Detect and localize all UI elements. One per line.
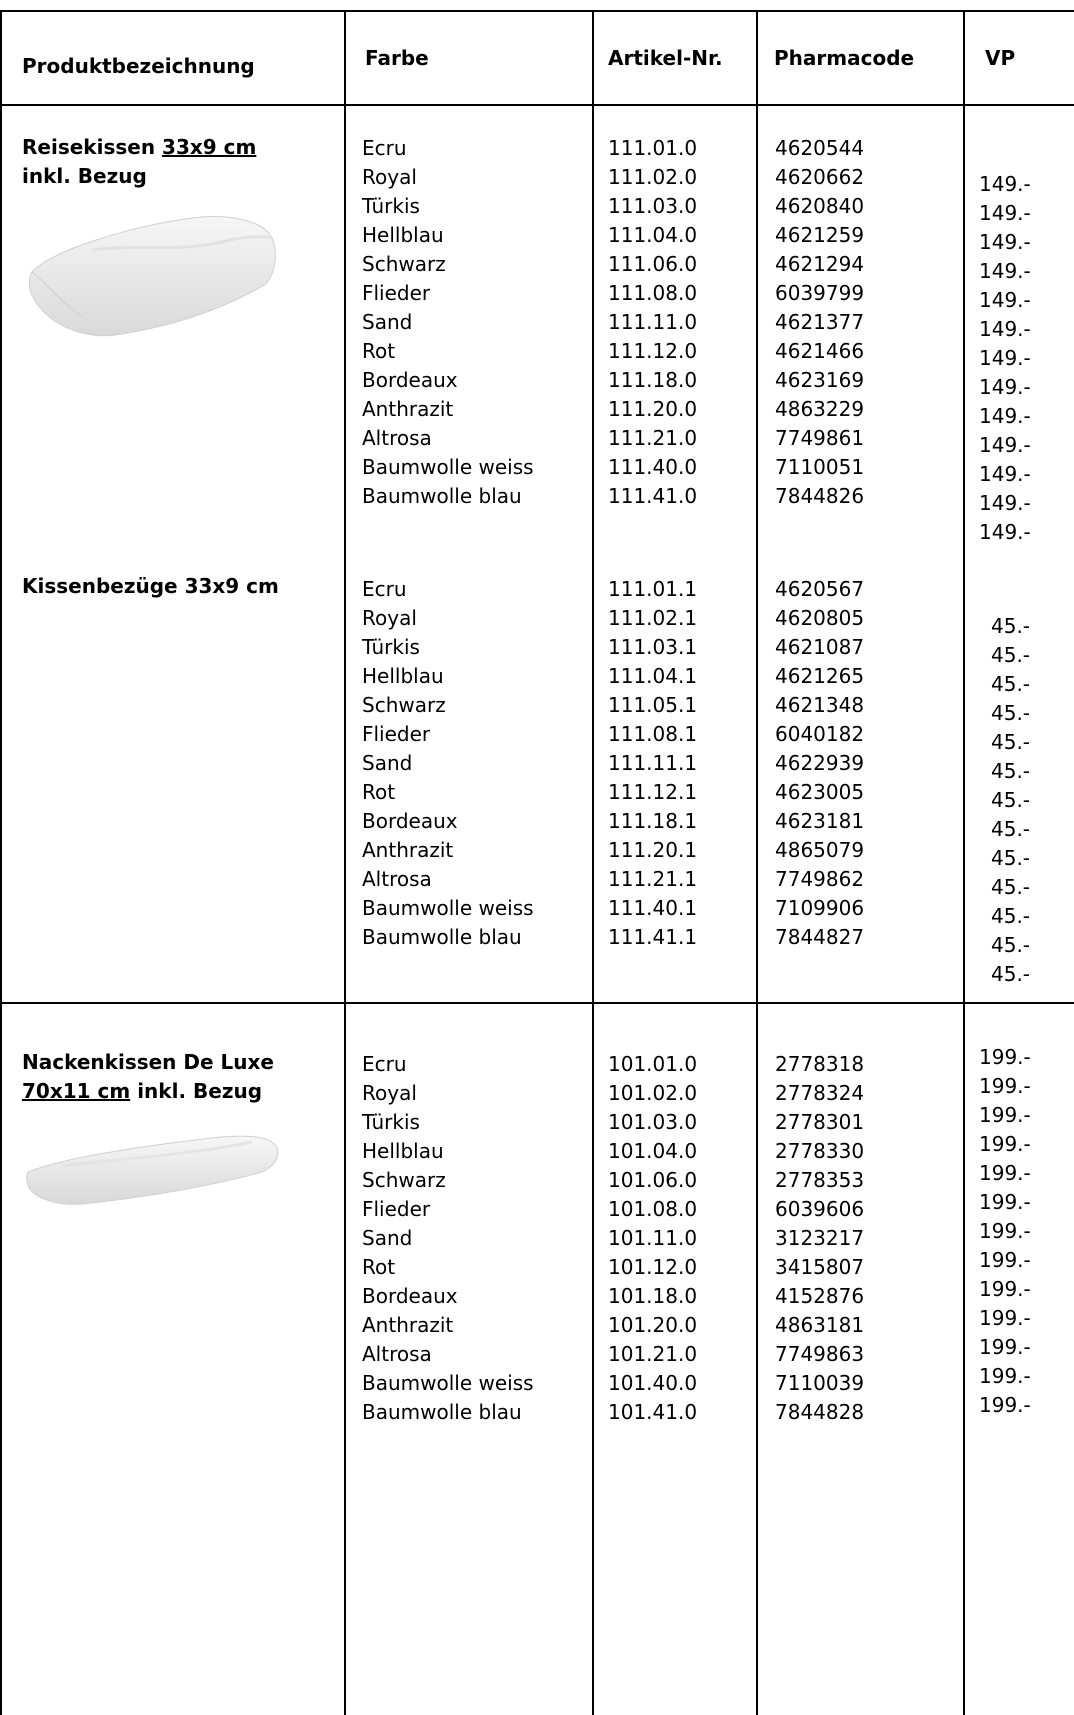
list-item: 199.- [979,1103,1031,1127]
list-item: 149.- [979,433,1031,457]
col-divider-2 [592,10,594,1715]
list-item: 199.- [979,1074,1031,1098]
list-item: Rot [362,780,396,804]
section-title-reisekissen [22,133,256,191]
list-item: 149.- [979,288,1031,312]
list-item: 111.04.0 [608,223,698,247]
table-left-border [0,10,2,1715]
list-item: 199.- [979,1306,1031,1330]
list-item: 149.- [979,201,1031,225]
list-item: 111.06.0 [608,252,698,276]
list-item: 4623181 [775,809,865,833]
list-item: 6039799 [775,281,865,305]
list-item: 4620544 [775,136,865,160]
colors-list-3 [362,1050,534,1427]
title-size: 33x9 cm [162,135,257,159]
list-item: 111.03.0 [608,194,698,218]
header-pharmacode: Pharmacode [774,46,915,70]
colors-list-2 [362,575,534,952]
list-item: 101.20.0 [608,1313,698,1337]
list-item: Schwarz [362,1168,446,1192]
list-item: Ecru [362,136,407,160]
list-item: 4623005 [775,780,865,804]
list-item: Sand [362,1226,413,1250]
list-item: Schwarz [362,693,446,717]
list-item: Baumwolle weiss [362,896,534,920]
list-item: 111.18.1 [608,809,698,833]
list-item: 2778301 [775,1110,865,1134]
list-item: Altrosa [362,1342,432,1366]
list-item: 149.- [979,462,1031,486]
list-item: 4623169 [775,368,865,392]
list-item: 149.- [979,491,1031,515]
list-item: 111.40.1 [608,896,698,920]
list-item: 111.40.0 [608,455,698,479]
list-item: Ecru [362,1052,407,1076]
list-item: Baumwolle weiss [362,1371,534,1395]
section-title-nackenkissen [22,1048,274,1106]
list-item: Sand [362,751,413,775]
list-item: 111.05.1 [608,693,698,717]
list-item: 149.- [979,404,1031,428]
list-item: 45.- [991,730,1031,754]
list-item: 7844827 [775,925,865,949]
pharmacodes-list-2 [775,575,864,952]
list-item: 199.- [979,1393,1031,1417]
list-item: 149.- [979,230,1031,254]
list-item: 111.11.1 [608,751,698,775]
list-item: 45.- [991,759,1031,783]
list-item: 111.12.0 [608,339,698,363]
list-item: 4621259 [775,223,865,247]
list-item: Rot [362,339,396,363]
list-item: 3415807 [775,1255,865,1279]
list-item: 2778330 [775,1139,865,1163]
list-item: 111.12.1 [608,780,698,804]
list-item: Baumwolle blau [362,1400,522,1424]
list-item: 199.- [979,1132,1031,1156]
list-item: 111.20.0 [608,397,698,421]
list-item: Sand [362,310,413,334]
list-item: Rot [362,1255,396,1279]
travel-pillow-image [22,212,282,340]
list-item: 2778324 [775,1081,865,1105]
col-divider-3 [756,10,758,1715]
list-item: 101.03.0 [608,1110,698,1134]
list-item: 149.- [979,259,1031,283]
list-item: 45.- [991,701,1031,725]
list-item: Türkis [362,635,420,659]
list-item: Anthrazit [362,838,454,862]
list-item: 199.- [979,1161,1031,1185]
list-item: 199.- [979,1190,1031,1214]
list-item: Ecru [362,577,407,601]
list-item: 111.03.1 [608,635,698,659]
list-item: Anthrazit [362,1313,454,1337]
list-item: 4620805 [775,606,865,630]
list-item: 111.02.0 [608,165,698,189]
list-item: 199.- [979,1277,1031,1301]
list-item: 111.18.0 [608,368,698,392]
list-item: 101.08.0 [608,1197,698,1221]
list-item: Bordeaux [362,1284,458,1308]
list-item: Hellblau [362,1139,444,1163]
list-item: Flieder [362,722,431,746]
colors-list-1 [362,134,534,511]
list-item: 7844828 [775,1400,865,1424]
col-divider-4 [963,10,965,1715]
list-item: 111.04.1 [608,664,698,688]
list-item: 111.02.1 [608,606,698,630]
list-item: 101.12.0 [608,1255,698,1279]
list-item: 7110051 [775,455,865,479]
title-text: Reisekissen [22,135,163,159]
list-item: 101.01.0 [608,1052,698,1076]
list-item: 149.- [979,172,1031,196]
list-item: 4621087 [775,635,865,659]
list-item: 2778318 [775,1052,865,1076]
list-item: 4621294 [775,252,865,276]
list-item: 3123217 [775,1226,865,1250]
title-size: 70x11 cm [22,1079,131,1103]
title-line2: inkl. Bezug [22,164,147,188]
list-item: Baumwolle blau [362,484,522,508]
list-item: 199.- [979,1335,1031,1359]
list-item: 45.- [991,817,1031,841]
list-item: Altrosa [362,867,432,891]
list-item: 101.18.0 [608,1284,698,1308]
list-item: 101.06.0 [608,1168,698,1192]
list-item: 4621377 [775,310,865,334]
list-item: 4621466 [775,339,865,363]
list-item: Anthrazit [362,397,454,421]
header-article: Artikel-Nr. [608,46,723,70]
list-item: 101.40.0 [608,1371,698,1395]
list-item: 45.- [991,788,1031,812]
list-item: Royal [362,165,417,189]
list-item: 45.- [991,846,1031,870]
list-item: 4622939 [775,751,865,775]
header-bottom-border [0,104,1074,106]
list-item: 6040182 [775,722,865,746]
list-item: 4152876 [775,1284,865,1308]
list-item: 111.01.0 [608,136,698,160]
list-item: 45.- [991,875,1031,899]
list-item: 6039606 [775,1197,865,1221]
list-item: 111.11.0 [608,310,698,334]
prices-list-1 [979,170,1031,547]
list-item: Türkis [362,1110,420,1134]
list-item: 7749863 [775,1342,865,1366]
list-item: Schwarz [362,252,446,276]
list-item: 4865079 [775,838,865,862]
list-item: Royal [362,1081,417,1105]
list-item: 45.- [991,904,1031,928]
list-item: 101.11.0 [608,1226,698,1250]
list-item: 111.08.1 [608,722,698,746]
list-item: 7749861 [775,426,865,450]
list-item: Flieder [362,1197,431,1221]
list-item: Hellblau [362,223,444,247]
list-item: 45.- [991,672,1031,696]
list-item: 111.41.1 [608,925,698,949]
list-item: 45.- [991,962,1031,986]
articles-list-3 [608,1050,697,1427]
articles-list-1 [608,134,697,511]
title-line1: Nackenkissen De Luxe [22,1050,274,1074]
list-item: 111.20.1 [608,838,698,862]
section-divider [0,1002,1074,1004]
list-item: Flieder [362,281,431,305]
list-item: Türkis [362,194,420,218]
list-item: 101.02.0 [608,1081,698,1105]
list-item: 7844826 [775,484,865,508]
header-color: Farbe [365,46,429,70]
list-item: Baumwolle blau [362,925,522,949]
list-item: 149.- [979,317,1031,341]
list-item: 199.- [979,1219,1031,1243]
list-item: Altrosa [362,426,432,450]
list-item: 2778353 [775,1168,865,1192]
list-item: 4863181 [775,1313,865,1337]
list-item: 149.- [979,375,1031,399]
title-text: inkl. Bezug [130,1079,263,1103]
pharmacodes-list-1 [775,134,864,511]
col-divider-1 [344,10,346,1715]
list-item: 101.04.0 [608,1139,698,1163]
list-item: Bordeaux [362,368,458,392]
list-item: 111.21.1 [608,867,698,891]
list-item: 199.- [979,1248,1031,1272]
list-item: 111.41.0 [608,484,698,508]
list-item: 111.08.0 [608,281,698,305]
list-item: 149.- [979,520,1031,544]
list-item: 149.- [979,346,1031,370]
list-item: 45.- [991,933,1031,957]
list-item: 7749862 [775,867,865,891]
list-item: Baumwolle weiss [362,455,534,479]
list-item: Royal [362,606,417,630]
list-item: 7110039 [775,1371,865,1395]
list-item: 4621265 [775,664,865,688]
list-item: 45.- [991,643,1031,667]
list-item: 111.21.0 [608,426,698,450]
list-item: 4620840 [775,194,865,218]
list-item: 7109906 [775,896,865,920]
list-item: 199.- [979,1364,1031,1388]
list-item: 4863229 [775,397,865,421]
list-item: 4620662 [775,165,865,189]
section-title-kissenbezuege: Kissenbezüge 33x9 cm [22,574,279,598]
articles-list-2 [608,575,697,952]
neck-pillow-image [22,1128,282,1208]
list-item: 199.- [979,1045,1031,1069]
list-item: Bordeaux [362,809,458,833]
prices-list-3 [979,1043,1031,1420]
table-top-border [0,10,1074,12]
pharmacodes-list-3 [775,1050,864,1427]
list-item: 101.41.0 [608,1400,698,1424]
prices-list-2 [991,612,1030,989]
header-product: Produktbezeichnung [22,54,255,78]
header-price: VP [985,46,1016,70]
list-item: 101.21.0 [608,1342,698,1366]
list-item: 4621348 [775,693,865,717]
list-item: Hellblau [362,664,444,688]
list-item: 111.01.1 [608,577,698,601]
list-item: 45.- [991,614,1031,638]
list-item: 4620567 [775,577,865,601]
